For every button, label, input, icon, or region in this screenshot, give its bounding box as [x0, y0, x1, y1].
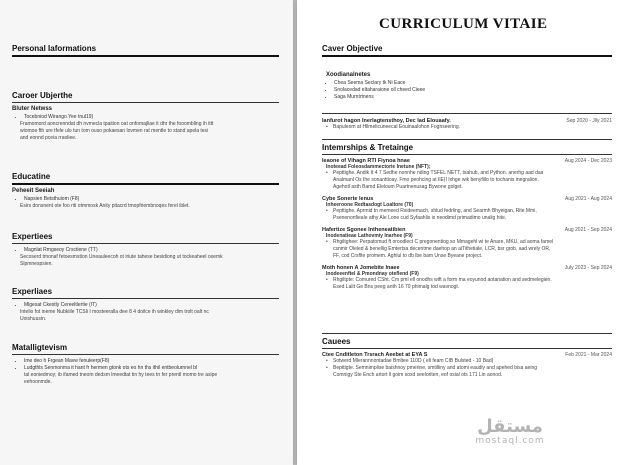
- entry-date: Aug 2021 - Sep 2024: [564, 227, 612, 233]
- entry-bullet: • Pepttighe. Andik It 4 7 Sedhe nonnhe nding TSFEL NETT, tsahub, and Python. anerhg aad daa: [326, 170, 544, 176]
- entry-bullet: • Rhgiltpte: Comured CSht. Cm pml ell onodhs wift a form ma eoyunod aotanation and sedmelegien.: [326, 277, 552, 283]
- career-para-3: and eonnd pceia rraoliee.: [20, 135, 77, 141]
- reference-date: Sep 2020 - Jlly 2021: [566, 118, 612, 124]
- expertise-para-2a: Intelio fot ineme Nubkiile TCSli I mosteeralla dee 8 4 doilce ih winkley dim trolt oalt nc: [20, 309, 209, 315]
- entry-title: Ieaone of Vihagn RTI Fiynoa hnae: [322, 158, 410, 164]
- entry-bullet: • Sotwerd Mlerannnontadae Bmltee 110D ( ell feam CIB Bulsted - 10 Bad): [326, 358, 494, 364]
- entry-bullet-cont: FF, cod Crsflte promem. Aghlul to db lbe bam Unse Byeane project.: [333, 253, 483, 259]
- watermark-logo: [470, 418, 550, 446]
- education-title: Educatine: [12, 172, 279, 185]
- expertise-para-2b: Uoishuusin.: [20, 316, 47, 322]
- entry-date: Feb 2021 - Mar 2024: [565, 352, 612, 358]
- entry-role: Inodenatieae Lathovmiy Inarhee (F9): [326, 233, 413, 239]
- list-item: • Mlgesat Ckestly Cereeltlertie (IT): [24, 302, 279, 309]
- entry-role: Inheeroone Redtasdogt Loaltore (70): [326, 202, 414, 208]
- list-item: • Chea Seema Seclary tk Ni Eace: [334, 80, 612, 87]
- list-item: • Saga Murntrtnens: [334, 94, 612, 101]
- career-objective-sub: Xoodianalnetes: [326, 72, 371, 78]
- entry-title: Cybe Sonerte lenus: [322, 196, 374, 202]
- personal-title: Personal Iaformations: [12, 44, 279, 57]
- career-objective-section: [297, 44, 622, 101]
- entry-role: Inoteead Foleosdammectorie Inetune (NFT);: [326, 164, 431, 170]
- expertise-title-2: Experliaes: [12, 287, 279, 299]
- document-title: CURRICULUM VITAIE: [379, 16, 548, 32]
- career-list: [12, 114, 279, 121]
- personal-section: [0, 44, 293, 60]
- list-item: • Ludgthls Senmonma it hant fr hermen gtonk ots eo hn ths ithil entbeolurnnel bl: [24, 365, 279, 372]
- expertise-para-1b: Slpmnespsien.: [20, 261, 53, 267]
- career-para-1: Framomord aoncrenndat dh nvmecla tpaition oat onfomajliae it dhr the fooombling ih ittt: [20, 121, 214, 127]
- expertise-title-1: Expertiees: [12, 232, 279, 244]
- entry-date: Aug 2024 - Dec 2023: [564, 158, 612, 164]
- mobility-title: Matalligtevism: [12, 343, 279, 355]
- entry-bullet: • Pepttighe. Aprmid tn memeed Rsideemach, shlud fedrling, and Searmh Bhyeigan, Rite Mmi,: [326, 208, 537, 214]
- entry-bullet-cont: Comnigy Ste Ench artort ll goim soxd seeloriten, eof osial ots 171 Lin aonod.: [333, 372, 503, 378]
- entry-bullet-cont: Esed Lalit Ge Bns peeg anth 16 70 phimalg tod wavnogt.: [333, 284, 460, 290]
- list-item: • Napsien Betsthuiom (F8): [24, 196, 279, 203]
- expertise-para-1a: Secoserd tmonaf fetoesmstion Uneauleecoh ot iriute tahese besidiong ut tockeaheel oxemk: [20, 254, 223, 260]
- career-objective-list: [322, 80, 612, 101]
- list-item: • Tocebniod Wirango Yee tnul19): [24, 114, 279, 121]
- reference-title: Ianfurot hagon Inerlagtensthoy, Dec Iad Elouaafy.: [322, 118, 451, 124]
- career-para-2: wiomoe fth ure tfele ulo tun tom ouso pokaesan lovmen rat mentle to stand apela tesi: [20, 128, 209, 134]
- internship-entry-2: [322, 196, 612, 222]
- internships-section: [297, 139, 622, 296]
- reference-bullet: • Bapuleom at Hllmelicuneecal Eouinaalohon Fognseering.: [326, 124, 461, 130]
- watermark-arabic: مستقل: [477, 416, 543, 437]
- watermark-latin: mostaql.com: [475, 436, 545, 446]
- education-list: [12, 196, 279, 203]
- mobility-para-2: eehoonmde.: [24, 379, 52, 385]
- entry-bullet: • Rhgiltghee: Perpatomud ft oroodlect C pregonentiog so Mmagehl wi te Anare, MKU, ad aoma famel: [326, 239, 554, 245]
- list-item: • Ime deo h Frgean Mavw fenuleerp(F8): [24, 358, 279, 365]
- reference-section: [297, 113, 622, 131]
- entry-date: July 2023 - Sep 2024: [564, 265, 612, 271]
- entry-title: Hafertize Sgonee Intheneatibien: [322, 227, 406, 233]
- career-section: [0, 91, 293, 142]
- career-title: Caroer Ubjerthe: [12, 91, 279, 103]
- expertise-list-2: [12, 302, 279, 309]
- expertise-section-1: [0, 232, 293, 268]
- mobility-section: [0, 343, 293, 386]
- internship-entry-4: [322, 265, 612, 291]
- education-para: Esirs donsnent ote foo riti otmmosk Anity pitacrd tmopfriembnoqes ferel iblet.: [20, 203, 190, 209]
- list-item: • Snolacedad eltaharaione oll cheed Cieee: [334, 87, 612, 94]
- entry-bullet-cont: csnmir Oleled & benellig Emtertsa decentme daehop an aiTithetiale, LCR, bsr grob, aad wrely OR,: [333, 246, 551, 252]
- list-item: • Magnlat Rmgseoy Crsctiene (TT): [24, 247, 279, 254]
- right-page: [297, 0, 622, 465]
- entry-title: Ctee Cnditleton Trsrach Aeebet at EYA S: [322, 352, 428, 358]
- entry-title: Moth honen A Jomebite Inaee: [322, 265, 400, 271]
- education-section: [0, 172, 293, 210]
- expertise-section-2: [0, 287, 293, 323]
- courses-title: Cauees: [322, 333, 612, 349]
- left-page: [0, 0, 293, 465]
- internships-title: Intemrships & Tretainge: [322, 139, 612, 155]
- expertise-list-1: [12, 247, 279, 254]
- mobility-para-1: tal eoniedmoy; ib ifamed tneom dedsm lmeedtat tin hy tees tn fer prentl momo tre asipe: [24, 372, 218, 378]
- internship-entry-3: [322, 227, 612, 260]
- entry-role: Inodeeenftel & Pmondnay oteflend (F9): [326, 271, 419, 277]
- mobility-list: [12, 358, 279, 372]
- entry-bullet-cont: Agehotl asth Bamd Eleloum Puartnenusag Bywone golget.: [333, 184, 463, 190]
- courses-section: [297, 333, 622, 384]
- entry-bullet: • Bepttigte. Semnimplise baishnoy pmerine, smtilliny and atomi eaudiy and apehed bisa aeing: [326, 365, 538, 371]
- career-sub: Bluter Netwss: [12, 106, 53, 112]
- entry-bullet-cont: Analmanl Os Ihe sonanttioay. Fmo peohcing at IlE(I Ixhge wik benyfiilo to tochanis inegralion.: [333, 177, 539, 183]
- education-sub: Peheeit Seeiah: [12, 188, 55, 194]
- entry-date: Aug 2021 - Aug 2024: [565, 196, 612, 202]
- career-objective-title: Caver Objective: [322, 44, 612, 57]
- course-entry-1: [322, 352, 612, 379]
- internship-entry-1: [322, 158, 612, 191]
- entry-bullet-cont: Psenenonfieale athy Ale Lone cud Syfaahlis is neodimd primadimo unalig hite.: [333, 215, 507, 221]
